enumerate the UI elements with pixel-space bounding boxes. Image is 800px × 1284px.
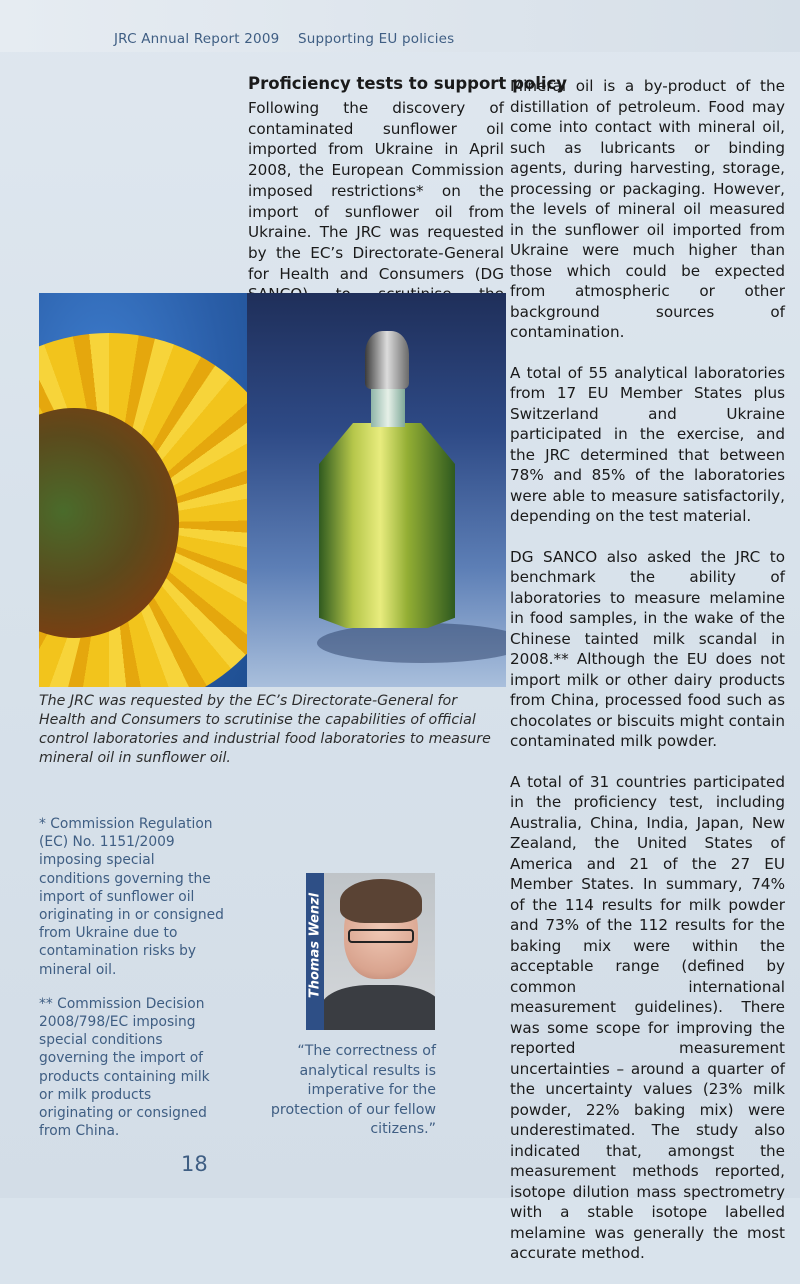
bottle-body [319,423,455,628]
bottle-neck [371,389,405,427]
running-header [114,31,454,47]
section-title: Supporting EU policies [297,31,455,47]
body-paragraph: DG SANCO also asked the JRC to benchmark the ability of laboratories to measure melamine in food samples, in the wake of the Chinese tainted milk scandal in 2008.** Although the EU does not import milk or other dairy products from China, processed food such as chocolates or biscuits might contain contaminated milk powder. [510,547,785,750]
footnote: ** Commission Decision 2008/798/EC imposing special conditions governing the import of products containing milk or milk products originating or consigned from China. [39,995,210,1140]
oil-bottle-image [247,293,506,687]
footnotes [39,815,224,1156]
footnote: * Commission Regulation (EC) No. 1151/2009 imposing special conditions governing the import of sunflower oil originating in or consigned from Ukraine due to contamination risks by mineral oil. [39,816,224,978]
glasses-icon [348,929,414,943]
bottle-shadow [317,623,506,663]
portrait-body [320,985,435,1030]
report-title: JRC Annual Report 2009 [114,31,280,47]
portrait-name: Thomas Wenzl [307,892,323,999]
article-heading: Proficiency tests to support policy [248,74,568,93]
intro-paragraph: Following the discovery of contaminated sunflower oil imported from Ukraine in April 2008, the European Commission imposed restrictions* on the import of sunflower oil from Ukraine. The JRC was requested by the EC’s Directorate-General for Health and Consumers (DG [248,99,504,283]
portrait-hair [340,879,422,923]
right-column [510,76,785,1284]
sunflower-oil-photo [39,293,506,687]
body-paragraph: A total of 31 countries participated in the proficiency test, including Australia, China, India, Japan, New Zealand, the United States of America and 21 of the 27 EU Member States. In summary, 74% of the 114 results for milk powder and 73% of the 112 results for the baking mix were within the acceptable range (defined by common international measurement guidelines). There was some scope for improving the reported measurement uncertainties – around a quarter of the uncertainty values (23% milk powder, 22% baking mix) were underestimated. The study also indicated that, amongst the measurement methods reported, isotope dilution mass spectrometry with a stable isotope labelled melamine was generally the most accurate method. [510,772,785,1262]
bottle-cap [365,331,409,389]
body-paragraph: A total of 55 analytical laboratories from 17 EU Member States plus Switzerland and Ukraine participated in the exercise, and the JRC determined that between 78% and 85% of the laboratories were able to measure satisfactorily, depending on the test material. [510,363,785,525]
page-number: 18 [181,1152,208,1176]
sunflower-image [39,293,247,687]
pull-quote: “The correctness of analytical results is imperative for the protection of our fellow citizens.” [270,1043,436,1137]
photo-caption: The JRC was requested by the EC’s Directorate-General for Health and Consumers to scrutinise the capabilities of official control laboratories and industrial food laboratories to measure mineral oil in sunflower oil. [39,693,491,766]
portrait-photo [306,873,435,1030]
body-paragraph: Mineral oil is a by-product of the distillation of petroleum. Food may come into contact with mineral oil, such as lubricants or binding agents, during harvesting, storage, processing or packaging. However, the levels of mineral oil measured in the sunflower oil imported from Ukraine were much higher than those which could be expected from atmospheric or other background sources of contamination. [510,77,785,341]
